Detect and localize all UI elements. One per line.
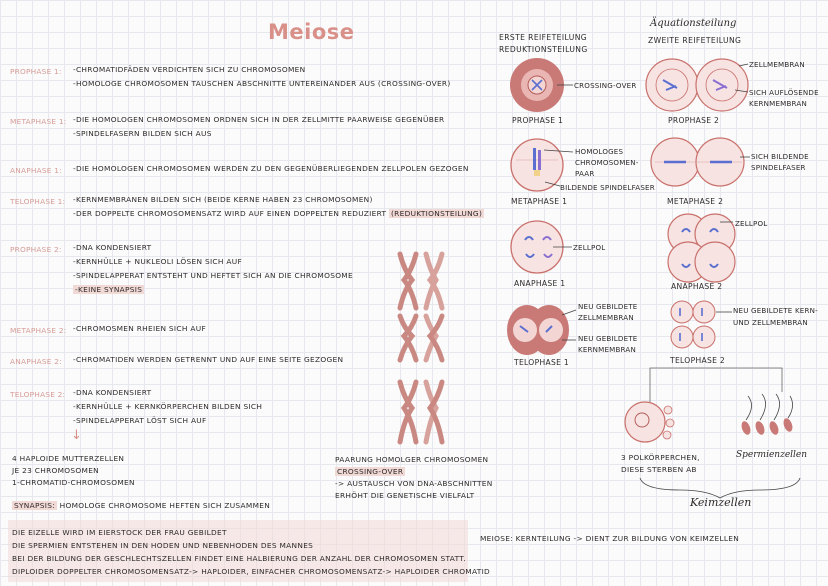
polkoerper-text: DIESE STERBEN AB (621, 465, 697, 474)
phase-label-anaphase2: ANAPHASE 2: (10, 357, 62, 366)
annotation-spindelfaser2: SPINDELFASER (751, 163, 806, 172)
telophase1-cell (507, 305, 569, 355)
telophase2-cells (671, 301, 715, 348)
annotation-neu-kern-zell: NEU GEBILDETE KERN- (733, 306, 818, 315)
first-division-title: ERSTE REIFETEILUNG (499, 33, 588, 42)
phase-text: -CHROMATIDEN WERDEN GETRENNT UND AUF EINE SEITE GEZOGEN (73, 355, 344, 364)
phase-label-prophase1: PROPHASE 1: (10, 67, 62, 76)
bottom-note: DIPLOIDER DOPPELTER CHROMOSOMENSATZ-> HAPLOIDER, EINFACHER CHROMOSOMENSATZ-> HAPLOIDER CHROMATID (12, 567, 491, 576)
phase-text: -KERNHÜLLE + KERNKÖRPERCHEN BILDEN SICH (73, 402, 263, 411)
phase-text: -SPINDELFASERN BILDEN SICH AUS (73, 129, 212, 138)
highlight-keine-synapsis: -KEINE SYNAPSIS (75, 285, 143, 294)
metaphase2-cells (651, 138, 744, 186)
annotation-homologes: HOMOLOGES (575, 147, 624, 156)
second-division-handwritten: Äquationsteilung (650, 18, 737, 29)
first-division-subtitle: REDUKTIONSTEILUNG (499, 45, 588, 54)
annotation-aufloesend: SICH AUFLÖSENDE (749, 88, 819, 97)
result-line: JE 23 CHROMOSOMEN (12, 466, 99, 475)
bottom-note: DIE EIZELLE WIRD IM EIERSTOCK DER FRAU GEBILDET (12, 528, 227, 537)
caption-prophase2: PROPHASE 2 (668, 116, 720, 125)
caption-telophase2: TELOPHASE 2 (670, 356, 726, 365)
phase-text: -SPINDELAPPERAT ENTSTEHT UND HEFTET SICH AN DIE CHROMOSOME (73, 271, 353, 280)
annotation-aufloesend: KERNMEMBRAN (749, 99, 807, 108)
annotation-spindelfaser2: SICH BILDENDE (751, 152, 809, 161)
bottom-note: BEI DER BILDUNG DER GESCHLECHTSZELLEN FINDET EINE HALBIERUNG DER ANZAHL DER CHROMOSOMEN STATT. (12, 554, 466, 563)
highlight-reduktionsteilung: (REDUKTIONSTEILUNG) (390, 209, 483, 218)
phase-text: -SPINDELAPPERAT LÖST SICH AUF (73, 416, 207, 425)
annotation-neu-zellmembran: NEU GEBILDETE (578, 302, 638, 311)
annotation-neu-kernmembran: KERNMEMBRAN (578, 345, 636, 354)
crossing-line: PAARUNG HOMOLGER CHROMOSOMEN (335, 455, 489, 464)
meiose-definition: MEIOSE: KERNTEILUNG -> DIENT ZUR BILDUNG VON KEIMZELLEN (480, 534, 740, 543)
annotation-zellpol: ZELLPOL (573, 243, 606, 252)
phase-text: -DIE HOMOLOGEN CHROMOSOMEN WERDEN ZU DEN GEGENÜBERLIEGENDEN ZELLPOLEN GEZOGEN (73, 164, 469, 173)
phase-label-telophase2: TELOPHASE 2: (10, 390, 66, 399)
synapsis-text: HOMOLOGE CHROMOSOME HEFTEN SICH ZUSAMMEN (57, 501, 271, 510)
egg-cell (625, 402, 674, 442)
prophase1-cell (510, 58, 564, 112)
annotation-homologes: CHROMOSOMEN- (575, 158, 639, 167)
annotation-crossing-over: CROSSING-OVER (574, 81, 637, 90)
annotation-homologes: PAAR (575, 169, 595, 178)
phase-label-telophase1: TELOPHASE 1: (10, 197, 66, 206)
prophase2-cells (646, 59, 748, 111)
crossing-line: -> AUSTAUSCH VON DNA-ABSCHNITTEN (335, 479, 493, 488)
bottom-note: DIE SPERMIEN ENTSTEHEN IN DEN HODEN UND NEBENHODEN DES MANNES (12, 541, 314, 550)
crossing-term: CROSSING-OVER (337, 467, 404, 476)
phase-text: -DER DOPPELTE CHROMOSOMENSATZ WIRD AUF EINEN DOPPELTEN REDUZIERT (73, 209, 387, 218)
metaphase1-cell (511, 139, 563, 191)
result-line: 1-CHROMATID-CHROMOSOMEN (12, 478, 135, 487)
arrow-down-icon: ↓ (71, 428, 82, 443)
caption-prophase1: PROPHASE 1 (512, 116, 564, 125)
sperm-cells (740, 394, 794, 436)
phase-text: -DNA KONDENSIERT (73, 243, 152, 252)
phase-text: -KERNHÜLLE + NUKLEOLI LÖSEN SICH AUF (73, 257, 243, 266)
anaphase2-cells (668, 214, 735, 282)
phase-label-metaphase1: METAPHASE 1: (10, 117, 67, 126)
phase-text: -DNA KONDENSIERT (73, 388, 152, 397)
caption-telophase1: TELOPHASE 1 (514, 358, 570, 367)
keimzellen-label: Keimzellen (690, 496, 752, 509)
crossing-line: ERHÖHT DIE GENETISCHE VIELFALT (335, 491, 475, 500)
annotation-neu-kernmembran: NEU GEBILDETE (578, 334, 638, 343)
annotation-neu-zellmembran: ZELLMEMBRAN (578, 313, 634, 322)
polkoerper-text: 3 POLKÖRPERCHEN, (621, 453, 700, 462)
annotation-zellmembran: ZELLMEMBRAN (749, 60, 805, 69)
caption-metaphase1: METAPHASE 1 (511, 197, 568, 206)
phase-text: -CHROMATIDFÄDEN VERDICHTEN SICH ZU CHROMOSOMEN (73, 65, 306, 74)
second-division-title: ZWEITE REIFETEILUNG (648, 36, 742, 45)
phase-text: -KERNMEMBRANEN BILDEN SICH (BEIDE KERNE HABEN 23 CHROMOSOMEN) (73, 195, 373, 204)
phase-label-metaphase2: METAPHASE 2: (10, 326, 67, 335)
phase-text: -DIE HOMOLOGEN CHROMOSOMEN ORDNEN SICH IN DER ZELLMITTE PAARWEISE GEGENÜBER (73, 115, 445, 124)
result-line: 4 HAPLOIDE MUTTERZELLEN (12, 454, 125, 463)
caption-metaphase2: METAPHASE 2 (667, 197, 724, 206)
annotation-neu-kern-zell: UND ZELLMEMBRAN (733, 318, 808, 327)
phase-label-anaphase1: ANAPHASE 1: (10, 166, 62, 175)
caption-anaphase2: ANAPHASE 2 (671, 282, 723, 291)
synapsis-term: SYNAPSIS: (14, 501, 55, 510)
spermien-label: Spermienzellen (736, 450, 808, 460)
phase-label-prophase2: PROPHASE 2: (10, 245, 62, 254)
page-title: Meiose (268, 20, 355, 44)
annotation-zellpol2: ZELLPOL (735, 219, 768, 228)
caption-anaphase1: ANAPHASE 1 (514, 279, 566, 288)
phase-text: -CHROMOSMEN RHEIEN SICH AUF (73, 324, 206, 333)
annotation-spindelfaser: BILDENDE SPINDELFASER (560, 183, 655, 192)
phase-text: -HOMOLOGE CHROMOSOMEN TAUSCHEN ABSCHNITTE UNTEREINANDER AUS (CROSSING-OVER) (73, 79, 451, 88)
